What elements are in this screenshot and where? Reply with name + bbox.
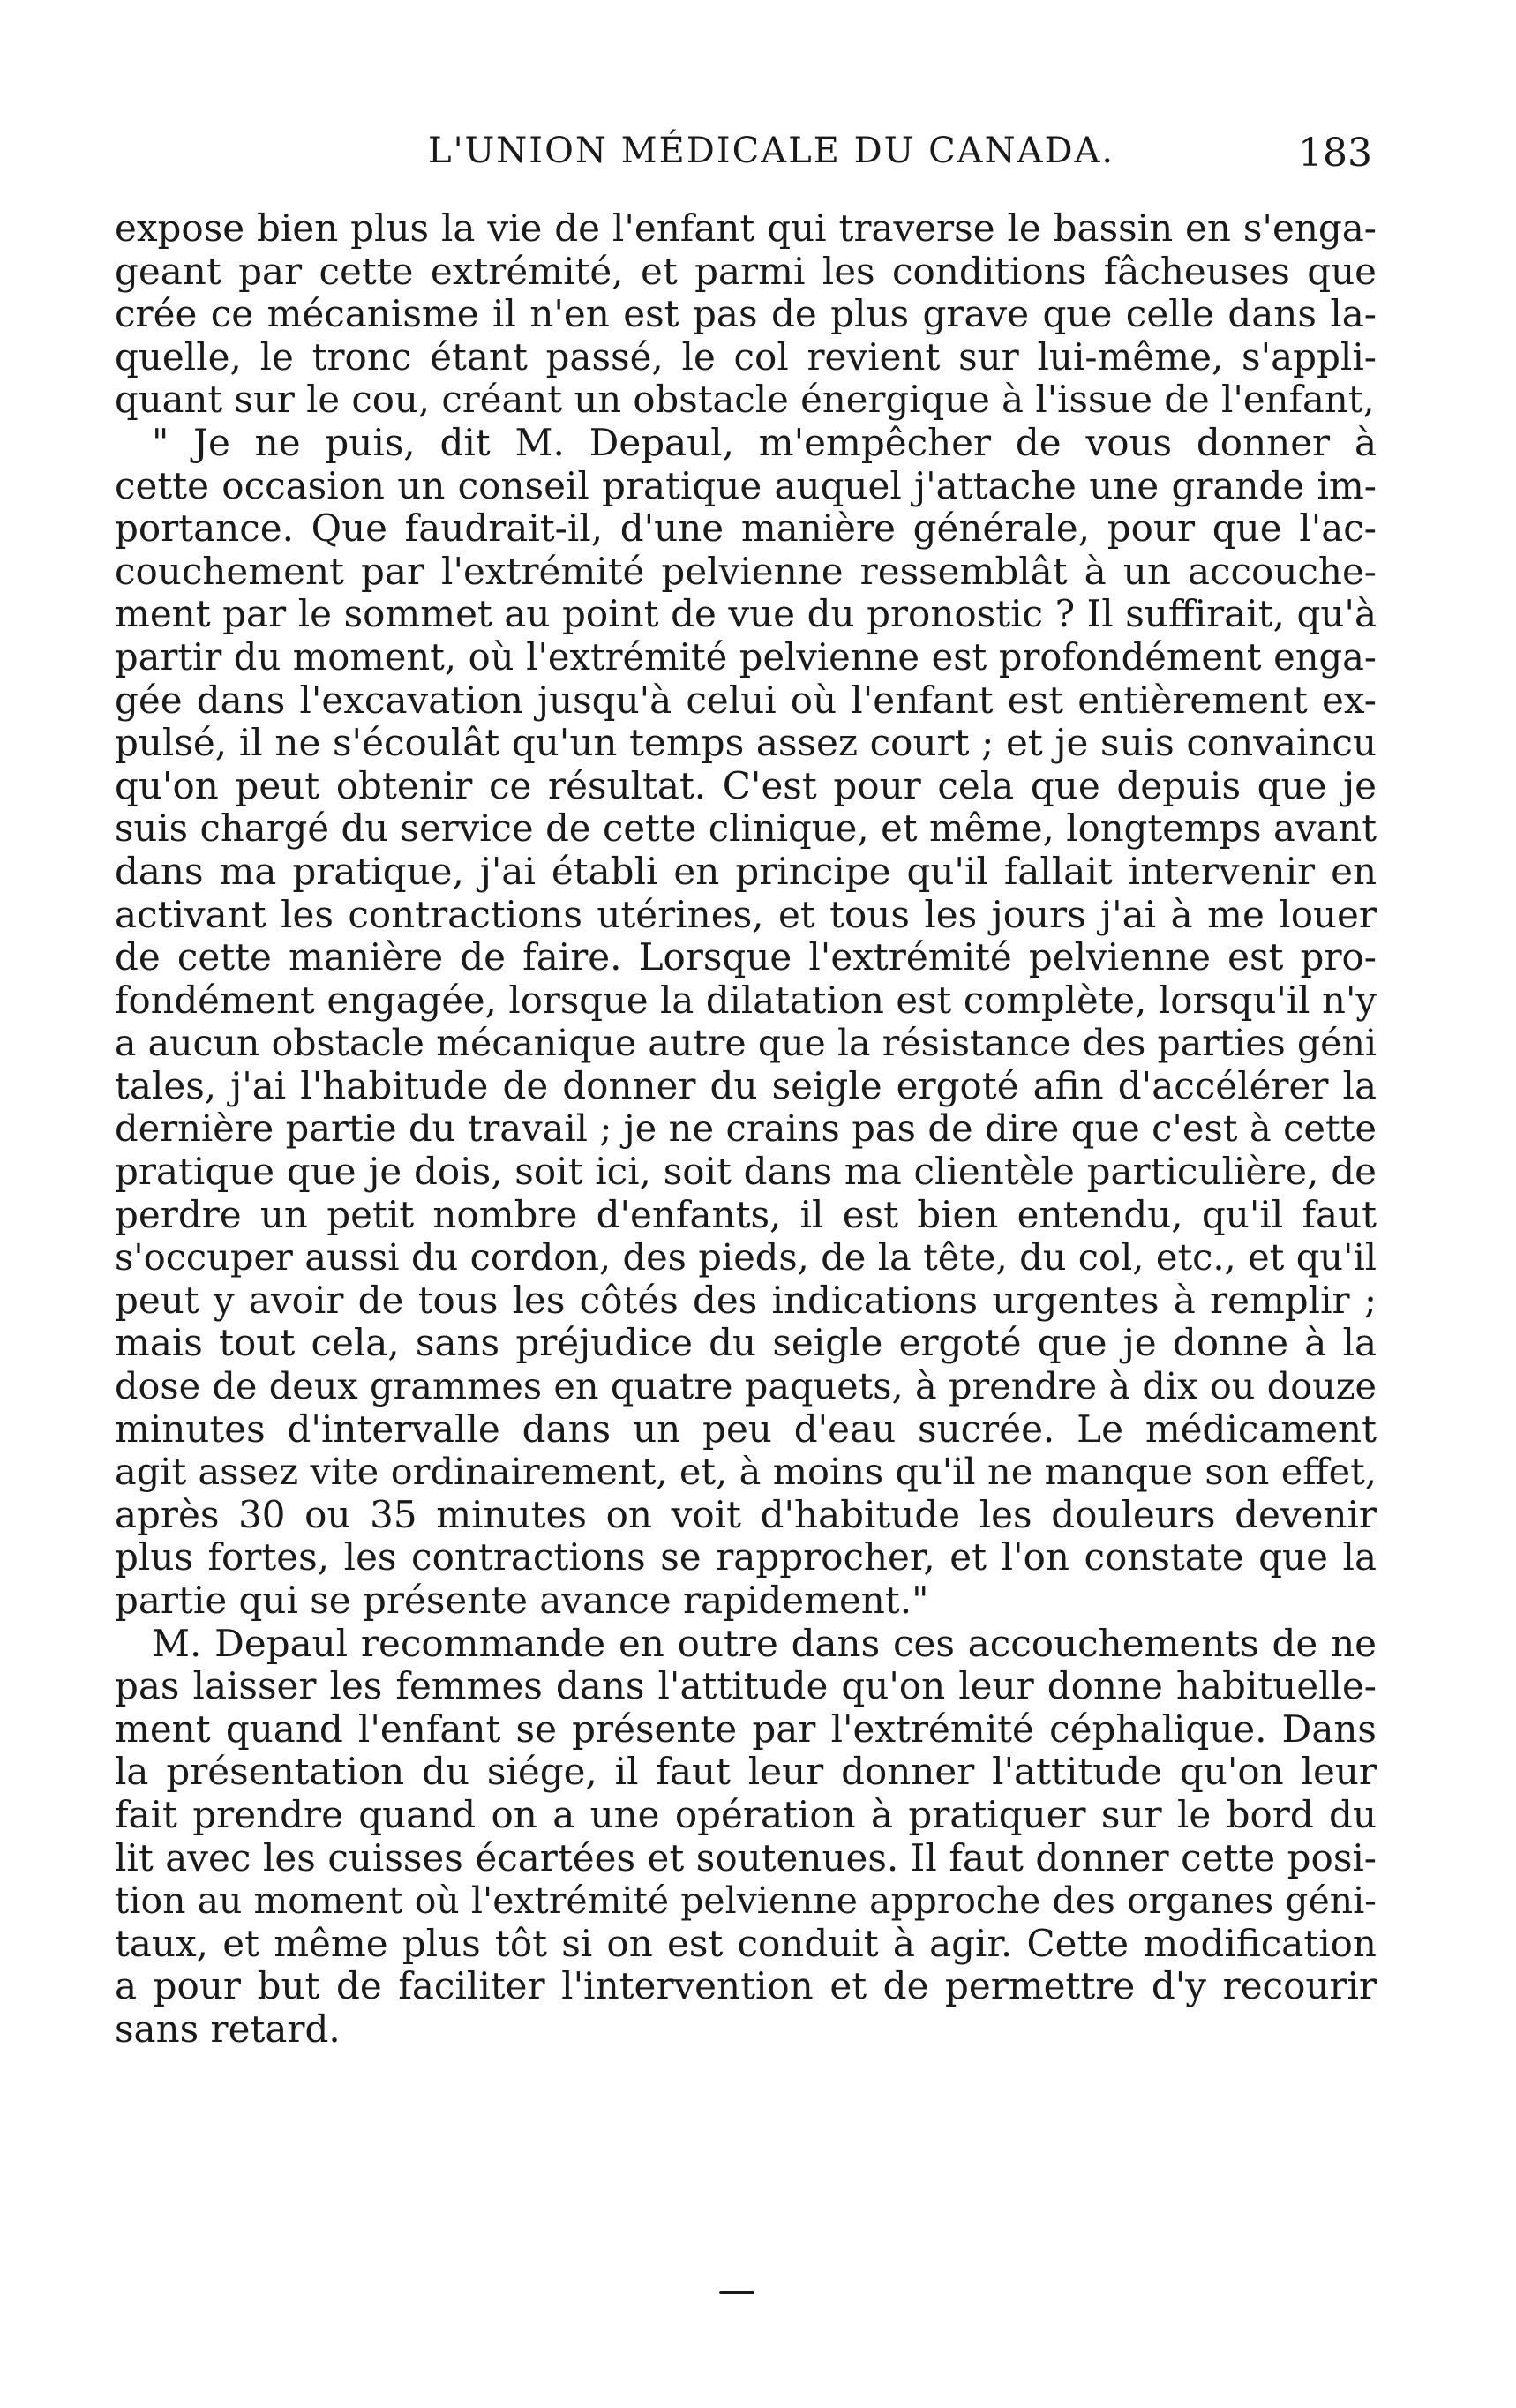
text-line: portance. Que faudrait-il, d'une manière générale, pour que l'ac- (115, 506, 1377, 551)
text-line: activant les contractions utérines, et tous les jours j'ai à me louer (115, 892, 1377, 936)
text-line: de cette manière de faire. Lorsque l'extrémité pelvienne est pro- (115, 935, 1377, 979)
paragraph-1 (115, 207, 1377, 422)
text-line: pulsé, il ne s'écoulât qu'un temps assez court ; et je suis convaincu (115, 721, 1377, 765)
text-line: la présentation du siége, il faut leur donner l'attitude qu'on leur (115, 1750, 1377, 1794)
text-line: tion au moment où l'extrémité pelvienne approche des organes géni- (115, 1879, 1377, 1923)
text-line: geant par cette extrémité, et parmi les conditions fâcheuses que (115, 249, 1377, 293)
text-line: partie qui se présente avance rapidement." (115, 1579, 929, 1622)
text-line: fondément engagée, lorsque la dilatation est complète, lorsqu'il n'y (115, 978, 1377, 1022)
text-line: M. Depaul recommande en outre dans ces accouchements de ne (152, 1621, 1377, 1665)
text-line: dans ma pratique, j'ai établi en principe qu'il fallait intervenir en (115, 849, 1377, 893)
text-line: après 30 ou 35 minutes on voit d'habitude les douleurs devenir (115, 1492, 1377, 1536)
text-line: fait prendre quand on a une opération à pratiquer sur le bord du (115, 1792, 1377, 1836)
text-line: mais tout cela, sans préjudice du seigle ergoté que je donne à la (115, 1321, 1377, 1365)
text-line: a aucun obstacle mécanique autre que la résistance des parties géni (115, 1022, 1377, 1065)
text-line: peut y avoir de tous les côtés des indications urgentes à remplir ; (115, 1278, 1377, 1322)
text-line: agit assez vite ordinairement, et, à moins qu'il ne manque son effet, (115, 1451, 1377, 1494)
page-number: 183 (1298, 131, 1372, 176)
text-line: couchement par l'extrémité pelvienne ressemblât à un accouche- (115, 549, 1377, 593)
text-line: quelle, le tronc étant passé, le col revient sur lui-même, s'appli- (115, 334, 1377, 379)
text-line: ment quand l'enfant se présente par l'extrémité céphalique. Dans (115, 1707, 1377, 1751)
paragraph-3 (115, 1623, 1377, 2052)
body-text (115, 207, 1377, 2052)
text-line: " Je ne puis, dit M. Depaul, m'empêcher de vous donner à (152, 420, 1377, 464)
text-line: quant sur le cou, créant un obstacle énergique à l'issue de l'enfant, (115, 378, 1375, 422)
text-line: tales, j'ai l'habitude de donner du seigle ergoté afin d'accélérer la (115, 1063, 1377, 1107)
text-line: sans retard. (115, 2007, 341, 2051)
text-line: gée dans l'excavation jusqu'à celui où l'enfant est entièrement ex- (115, 678, 1377, 722)
text-line: partir du moment, où l'extrémité pelvienne est profondément enga- (115, 634, 1377, 679)
text-line: lit avec les cuisses écartées et soutenues. Il faut donner cette posi- (115, 1835, 1377, 1879)
text-line: pratique que je dois, soit ici, soit dans ma clientèle particulière, de (115, 1150, 1377, 1194)
text-line: taux, et même plus tôt si on est conduit à agir. Cette modification (115, 1921, 1377, 1965)
text-line: cette occasion un conseil pratique auquel j'attache une grande im- (115, 463, 1377, 507)
text-line: ment par le sommet au point de vue du pronostic ? Il suffirait, qu'à (115, 592, 1377, 636)
text-line: dose de deux grammes en quatre paquets, à prendre à dix ou douze (115, 1365, 1377, 1408)
text-line: pas laisser les femmes dans l'attitude qu'on leur donne habituelle- (115, 1664, 1377, 1708)
running-title: L'UNION MÉDICALE DU CANADA. (428, 131, 1115, 171)
text-line: perdre un petit nombre d'enfants, il est bien entendu, qu'il faut (115, 1192, 1377, 1236)
paragraph-2 (115, 422, 1377, 1623)
text-line: expose bien plus la vie de l'enfant qui traverse le bassin en s'enga- (115, 206, 1377, 250)
text-line: dernière partie du travail ; je ne crains pas de dire que c'est à cette (115, 1106, 1377, 1151)
text-line: crée ce mécanisme il n'en est pas de plus grave que celle dans la- (115, 292, 1377, 336)
text-line: minutes d'intervalle dans un peu d'eau sucrée. Le médicament (115, 1407, 1377, 1451)
text-line: qu'on peut obtenir ce résultat. C'est pour cela que depuis que je (115, 763, 1377, 807)
text-line: plus fortes, les contractions se rapprocher, et l'on constate que la (115, 1535, 1377, 1579)
running-head (119, 131, 1372, 184)
text-line: a pour but de faciliter l'intervention et de permettre d'y recourir (115, 1964, 1377, 2008)
closing-rule (719, 2291, 754, 2294)
text-line: s'occuper aussi du cordon, des pieds, de la tête, du col, etc., et qu'il (115, 1235, 1377, 1279)
text-line: suis chargé du service de cette clinique, et même, longtemps avant (115, 806, 1377, 851)
